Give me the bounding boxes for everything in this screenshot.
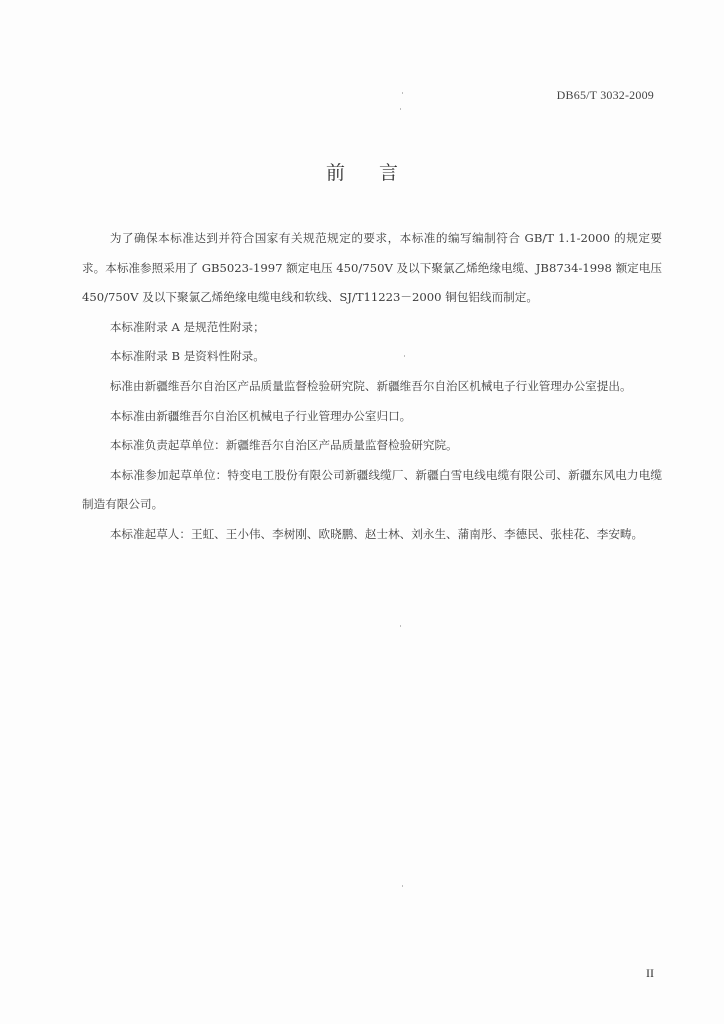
foreword-body [82,224,662,550]
page-number: II [646,966,654,980]
paragraph-scope: 为了确保本标准达到并符合国家有关规范规定的要求，本标准的编写编制符合 GB/T 1.1-2000 的规定要求。本标准参照采用了 GB5023-1997 额定电压 450/750V 及以下聚氯乙烯绝缘电缆、JB8734-1998 额定电压 450/750V 及以下聚氯乙烯绝缘电缆电线和软线、SJ/T11223－2000 铜包铝线而制定。 [82,231,662,305]
standard-code: DB65/T 3032-2009 [556,88,654,102]
paragraph-centralized: 本标准由新疆维吾尔自治区机械电子行业管理办公室归口。 [109,408,412,423]
paragraph-appendix-a: 本标准附录 A 是规范性附录； [109,319,265,334]
scan-speck [402,92,403,94]
paragraph-appendix-b: 本标准附录 B 是资料性附录。 [109,349,265,364]
scan-speck [400,625,401,627]
paragraph-proposer: 标准由新疆维吾尔自治区产品质量监督检验研究院、新疆维吾尔自治区机械电子行业管理办公室提出。 [109,378,632,393]
scan-speck [402,885,403,887]
paragraph-drafters: 本标准起草人：王虹、王小伟、李树刚、欧晓鹏、赵士林、刘永生、蒲南彤、李德民、张桂花、李安畴。 [109,526,644,541]
scan-speck [404,355,405,357]
paragraph-participating-drafters: 本标准参加起草单位：特变电工股份有限公司新疆线缆厂、新疆白雪电线电缆有限公司、新疆东风电力电缆制造有限公司。 [82,467,662,512]
scan-speck [400,108,401,110]
page-title: 前言 [325,162,432,184]
paragraph-lead-drafter: 本标准负责起草单位：新疆维吾尔自治区产品质量监督检验研究院。 [109,438,458,453]
